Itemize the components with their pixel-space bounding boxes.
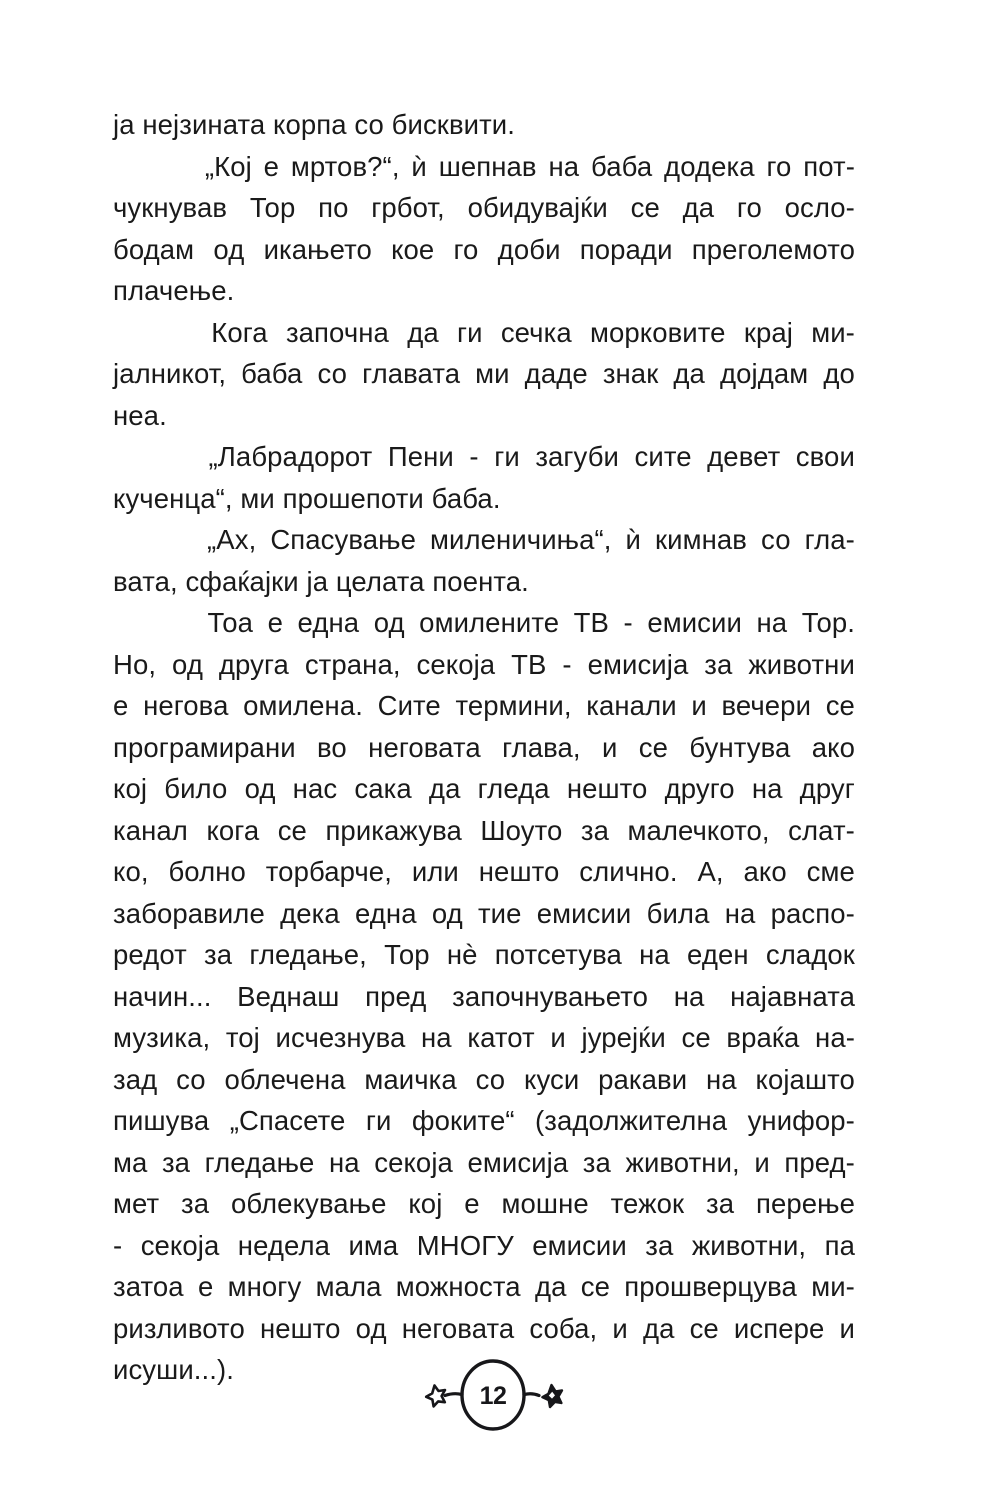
- text-run: неа.: [113, 399, 167, 431]
- text-word: до: [823, 358, 855, 389]
- text-word: ѝ: [625, 524, 641, 555]
- text-word: емисии: [536, 897, 632, 929]
- text-word: мала: [315, 1271, 382, 1302]
- text-word: ко,: [113, 856, 149, 887]
- text-word: кој: [113, 773, 148, 804]
- text-line: [113, 187, 855, 229]
- text-word: била: [646, 897, 710, 929]
- text-word: „Кој: [204, 150, 252, 182]
- text-word: исчезнува: [275, 1022, 406, 1053]
- text-word: е: [197, 1271, 214, 1302]
- text-word: друго: [664, 773, 735, 804]
- text-word: преголемото: [691, 233, 855, 265]
- text-word: „Лабрадорот: [208, 441, 373, 472]
- text-word: пишува: [113, 1105, 210, 1136]
- text-word: обидувајќи: [467, 192, 608, 223]
- text-word: кога: [206, 814, 260, 846]
- text-word: пот-: [803, 150, 855, 182]
- text-word: ги: [365, 1105, 392, 1136]
- text-word: соба,: [529, 1312, 598, 1344]
- text-word: тие: [477, 897, 522, 929]
- text-word: од: [373, 607, 405, 638]
- text-word: пред: [365, 980, 427, 1012]
- text-line: [113, 1308, 855, 1350]
- text-word: емисии: [532, 1229, 627, 1261]
- text-line: [113, 1142, 855, 1184]
- text-word: за: [704, 648, 733, 680]
- text-word: Тоа: [207, 607, 254, 638]
- text-word: торбарче,: [265, 856, 392, 887]
- text-word: од: [431, 897, 463, 929]
- text-word: баба: [590, 150, 653, 182]
- text-line: [113, 146, 855, 188]
- text-word: се: [689, 1312, 719, 1344]
- text-line: [113, 1100, 855, 1142]
- text-line: [113, 1183, 855, 1225]
- text-line: [113, 851, 855, 893]
- text-word: (задолжителна: [535, 1105, 728, 1136]
- text-word: миленичиња“,: [430, 524, 612, 555]
- text-word: поради: [579, 233, 673, 265]
- text-word: кое: [391, 233, 435, 265]
- paragraph-indent: [113, 519, 193, 561]
- text-word: даде: [524, 358, 588, 389]
- text-word: ма: [113, 1146, 148, 1178]
- text-word: ми-: [811, 316, 855, 348]
- text-word: сме: [806, 856, 855, 887]
- text-word: било: [164, 773, 228, 804]
- text-word: емисии: [647, 607, 742, 638]
- text-word: или: [411, 856, 459, 887]
- text-word: А,: [697, 856, 724, 887]
- text-word: редот: [113, 939, 187, 970]
- text-word: нè: [446, 939, 478, 970]
- text-word: враќа: [726, 1022, 800, 1053]
- text-word: крај: [743, 316, 793, 348]
- text-word: којашто: [755, 1063, 855, 1095]
- text-line: [113, 104, 855, 146]
- text-word: за: [645, 1229, 674, 1261]
- text-word: ѝ: [411, 150, 427, 182]
- text-word: страна,: [304, 648, 401, 680]
- text-word: Спасување: [270, 524, 417, 555]
- text-run: плачење.: [113, 275, 235, 306]
- text-word: започна: [285, 316, 389, 348]
- paragraph-indent: [113, 312, 193, 354]
- text-line: [113, 810, 855, 852]
- text-word: -: [113, 1229, 123, 1261]
- text-word: на: [751, 773, 783, 804]
- text-word: катот: [467, 1022, 535, 1053]
- text-word: и: [602, 731, 618, 763]
- text-word: да: [428, 773, 461, 804]
- text-word: неговата: [368, 731, 481, 763]
- text-word: главата: [362, 358, 461, 389]
- text-word: е: [113, 690, 129, 721]
- text-word: Пени: [387, 441, 454, 472]
- text-word: сечка: [500, 316, 572, 348]
- text-word: животни,: [625, 1146, 740, 1178]
- text-word: ТВ: [511, 648, 547, 680]
- text-word: распо-: [770, 897, 855, 929]
- text-word: најавната: [730, 980, 855, 1012]
- text-word: прикажува: [325, 814, 462, 846]
- text-word: шепнав: [438, 150, 537, 182]
- text-word: бунтува: [689, 731, 791, 763]
- text-word: да: [642, 1312, 675, 1344]
- text-word: девет: [707, 441, 781, 472]
- text-word: сите: [634, 441, 692, 472]
- text-word: се: [277, 814, 307, 846]
- text-line: [113, 685, 855, 727]
- text-word: затоа: [113, 1271, 184, 1302]
- text-word: за: [181, 1188, 210, 1219]
- text-word: морковите: [589, 316, 726, 348]
- text-word: нешто: [259, 1312, 341, 1344]
- text-word: да: [682, 192, 715, 223]
- text-word: ако: [811, 731, 855, 763]
- text-word: слично.: [579, 856, 678, 887]
- text-word: кимнав: [655, 524, 748, 555]
- text-word: друг: [799, 773, 855, 804]
- text-word: бодам: [113, 233, 195, 265]
- text-word: чукнував: [113, 192, 228, 223]
- text-word: канали: [586, 690, 677, 721]
- text-word: недела: [237, 1229, 331, 1261]
- text-word: нешто: [478, 856, 560, 887]
- paragraph-indent: [113, 602, 193, 644]
- text-word: да: [407, 316, 439, 348]
- text-word: заборавиле: [113, 897, 265, 929]
- text-word: и: [754, 1146, 770, 1178]
- text-word: кој: [408, 1188, 443, 1219]
- text-word: знак: [602, 358, 659, 389]
- text-word: баба: [241, 358, 303, 389]
- text-word: грбот,: [371, 192, 445, 223]
- text-line: [113, 727, 855, 769]
- text-word: облекување: [231, 1188, 387, 1219]
- text-line: [113, 644, 855, 686]
- text-word: дека: [280, 897, 340, 929]
- text-word: музика,: [113, 1022, 211, 1053]
- text-line: [113, 478, 855, 520]
- text-word: со: [475, 1063, 506, 1095]
- text-word: по: [318, 192, 349, 223]
- text-word: -: [469, 441, 479, 472]
- text-line: [113, 1266, 855, 1308]
- text-line: [113, 229, 855, 271]
- text-word: тежок: [610, 1188, 685, 1219]
- text-word: маичка: [364, 1063, 457, 1095]
- text-word: се: [638, 731, 669, 763]
- text-word: свои: [795, 441, 855, 472]
- text-word: облечена: [224, 1063, 346, 1095]
- star-filled-icon: [542, 1385, 562, 1407]
- text-word: се: [825, 690, 855, 721]
- text-word: на: [724, 897, 756, 929]
- text-word: термини,: [455, 690, 572, 721]
- text-word: мет: [113, 1188, 160, 1219]
- text-word: јалникот,: [113, 358, 227, 389]
- text-word: неговата: [401, 1312, 515, 1344]
- text-word: еден: [687, 939, 749, 970]
- text-word: животни,: [691, 1229, 807, 1261]
- text-word: омилените: [419, 607, 560, 638]
- text-word: гледа: [477, 773, 550, 804]
- text-word: гледање,: [249, 939, 367, 970]
- text-word: друга: [218, 648, 289, 680]
- text-line: [113, 934, 855, 976]
- text-run: исуши...).: [113, 1354, 235, 1385]
- text-word: дојдам: [719, 358, 809, 389]
- text-line: [113, 312, 855, 354]
- text-word: го: [736, 192, 762, 223]
- text-word: Веднаш: [237, 980, 340, 1012]
- text-word: „Спасете: [229, 1105, 346, 1136]
- body-text-column: [113, 104, 855, 1391]
- text-line: [113, 561, 855, 603]
- text-word: негова: [143, 690, 229, 721]
- text-word: една: [354, 897, 417, 929]
- text-word: од: [355, 1312, 387, 1344]
- text-word: прошверцува: [624, 1271, 797, 1302]
- text-word: мртов?“,: [290, 150, 400, 182]
- text-word: доби: [497, 233, 561, 265]
- text-word: емисија: [467, 1146, 569, 1178]
- text-run: вата, сфаќајки ја целата поента.: [113, 565, 529, 597]
- text-word: емисија: [587, 648, 689, 680]
- text-word: глава,: [502, 731, 581, 763]
- text-word: ги: [456, 316, 483, 348]
- text-word: Но,: [113, 648, 157, 680]
- text-word: загуби: [535, 441, 620, 472]
- text-line: [113, 1059, 855, 1101]
- text-line: [113, 519, 855, 561]
- text-line: [113, 893, 855, 935]
- text-run: кученца“, ми прошепоти баба.: [113, 482, 501, 514]
- text-word: животни: [748, 648, 855, 680]
- text-word: е: [263, 150, 280, 182]
- text-word: вечери: [721, 690, 812, 721]
- text-word: на: [548, 150, 580, 182]
- text-word: испере: [733, 1312, 825, 1344]
- text-word: за: [582, 1146, 611, 1178]
- text-word: куси: [524, 1063, 580, 1095]
- text-word: тој: [225, 1022, 260, 1053]
- text-word: и: [550, 1022, 566, 1053]
- text-word: секоја: [374, 1146, 453, 1178]
- text-word: има: [348, 1229, 399, 1261]
- text-word: Шоуто: [480, 814, 563, 846]
- text-word: пред-: [784, 1146, 855, 1178]
- text-word: Тор: [249, 192, 296, 223]
- text-word: сладок: [765, 939, 855, 970]
- text-word: програмирани: [113, 731, 296, 763]
- text-word: -: [562, 648, 572, 680]
- text-line: [113, 353, 855, 395]
- text-word: омилена.: [243, 690, 363, 721]
- text-word: со: [761, 524, 791, 555]
- text-word: го: [766, 150, 792, 182]
- text-word: потсетува: [494, 939, 622, 970]
- text-line: [113, 1017, 855, 1059]
- text-word: Тор: [384, 939, 430, 970]
- text-word: ми-: [811, 1271, 855, 1302]
- text-word: со: [317, 358, 348, 389]
- text-word: гледање: [204, 1146, 315, 1178]
- text-word: на: [639, 939, 670, 970]
- text-line: [113, 976, 855, 1018]
- text-word: мошне: [501, 1188, 589, 1219]
- text-word: слат-: [788, 814, 855, 846]
- text-word: за: [706, 1188, 735, 1219]
- text-word: Кога: [211, 316, 268, 348]
- text-word: е: [464, 1188, 480, 1219]
- text-line: [113, 602, 855, 644]
- text-word: за: [161, 1146, 191, 1178]
- text-word: перење: [755, 1188, 855, 1219]
- text-word: Сите: [377, 690, 441, 721]
- text-word: ТВ: [573, 607, 609, 638]
- text-word: можноста: [395, 1271, 521, 1302]
- text-word: јурејќи: [581, 1022, 666, 1053]
- text-word: е: [267, 607, 284, 638]
- text-word: со: [176, 1063, 206, 1095]
- text-word: сака: [354, 773, 412, 804]
- text-word: унифор-: [747, 1105, 855, 1136]
- text-word: за: [580, 814, 609, 846]
- text-word: од: [244, 773, 276, 804]
- text-word: на: [756, 607, 788, 638]
- text-word: начин...: [113, 980, 212, 1012]
- text-run: ја нејзината корпа со бисквити.: [113, 109, 516, 140]
- text-line: [113, 1225, 855, 1267]
- text-word: се: [630, 192, 660, 223]
- text-word: многу: [227, 1271, 302, 1302]
- page-folio-ornament: [0, 1352, 986, 1438]
- text-word: па: [824, 1229, 855, 1261]
- text-word: на-: [815, 1022, 855, 1053]
- text-word: започнувањето: [452, 980, 649, 1012]
- text-word: секоја: [416, 648, 496, 680]
- text-word: на: [329, 1146, 360, 1178]
- paragraph-indent: [113, 146, 193, 188]
- text-word: ми: [475, 358, 510, 389]
- text-word: и: [691, 690, 707, 721]
- text-line: [113, 270, 855, 312]
- text-word: -: [623, 607, 633, 638]
- text-word: и: [612, 1312, 628, 1344]
- text-word: од: [213, 233, 245, 265]
- text-word: и: [839, 1312, 855, 1344]
- text-word: во: [317, 731, 347, 763]
- text-word: болно: [168, 856, 246, 887]
- text-word: да: [673, 358, 705, 389]
- text-word: нешто: [566, 773, 648, 804]
- text-word: секоја: [140, 1229, 220, 1261]
- text-word: да: [534, 1271, 567, 1302]
- text-word: на: [421, 1022, 452, 1053]
- text-word: ракави: [598, 1063, 688, 1095]
- text-word: канал: [113, 814, 188, 846]
- text-word: на: [706, 1063, 737, 1095]
- text-word: се: [681, 1022, 711, 1053]
- text-line: [113, 768, 855, 810]
- text-word: за: [204, 939, 233, 970]
- text-word: ризливото: [113, 1312, 245, 1344]
- text-line: [113, 436, 855, 478]
- text-word: една: [297, 607, 360, 638]
- text-word: ги: [494, 441, 520, 472]
- star-outline-icon: [426, 1386, 445, 1407]
- paragraph-indent: [113, 436, 193, 478]
- text-word: од: [172, 648, 203, 680]
- text-word: „Ах,: [207, 524, 257, 555]
- text-word: ако: [743, 856, 787, 887]
- text-line: [113, 395, 855, 437]
- page-number: 12: [479, 1382, 507, 1410]
- text-word: на: [673, 980, 705, 1012]
- text-word: икањето: [263, 233, 372, 265]
- text-word: МНОГУ: [416, 1229, 514, 1261]
- text-word: малечкото,: [627, 814, 770, 846]
- text-word: се: [580, 1271, 611, 1302]
- text-word: гла-: [804, 524, 855, 555]
- text-word: го: [453, 233, 479, 265]
- text-word: Тор.: [801, 607, 855, 638]
- text-word: додека: [664, 150, 755, 182]
- text-word: фоките“: [411, 1105, 515, 1136]
- text-word: зад: [113, 1063, 158, 1095]
- text-word: нас: [292, 773, 338, 804]
- text-word: осло-: [784, 192, 855, 223]
